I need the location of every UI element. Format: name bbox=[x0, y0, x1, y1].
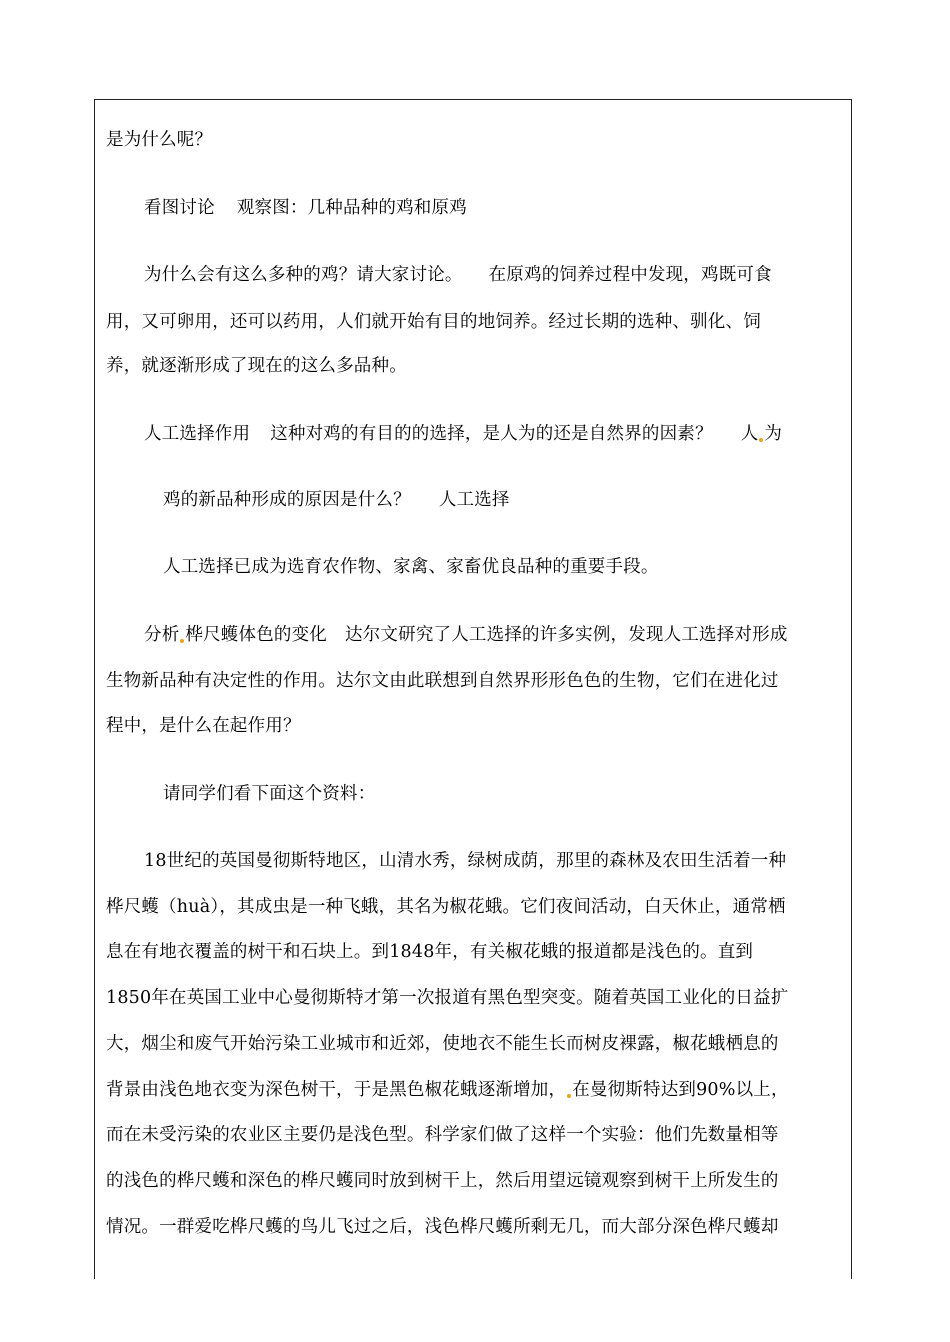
text-run: 程中，是什么在起作用？ bbox=[106, 716, 301, 736]
text-run: 1850年在英国工业中心曼彻斯特才第一次报道有黑色型突变。随着英国工业化的日益扩 bbox=[106, 988, 789, 1008]
anchor-mark bbox=[567, 1094, 571, 1098]
text-run: 生物新品种有决定性的作用。达尔文由此联想到自然界形形色色的生物，它们在进化过 bbox=[106, 671, 779, 691]
text-run: 在曼彻斯特达到90%以上， bbox=[572, 1080, 789, 1100]
text-line bbox=[106, 671, 779, 691]
section-heading: 看图讨论 bbox=[144, 198, 215, 218]
text-line bbox=[106, 312, 761, 332]
text-run: 而在未受污染的农业区主要仍是浅色型。科学家们做了这样一个实验：他们先数量相等 bbox=[106, 1125, 779, 1145]
text-run: 达尔文研究了人工选择的许多实例，发现人工选择对形成 bbox=[345, 625, 788, 645]
text-run: 人工选择 bbox=[438, 490, 510, 510]
text-run: 的浅色的桦尺蠖和深色的桦尺蠖同时放到树干上，然后用望远镜观察到树干上所发生的 bbox=[106, 1171, 779, 1191]
text-run: 请同学们看下面这个资料： bbox=[163, 784, 376, 804]
text-line bbox=[106, 1034, 779, 1054]
text-run: 人工选择已成为选育农作物、家禽、家畜优良品种的重要手段。 bbox=[163, 557, 659, 577]
text-run: 鸡的新品种形成的原因是什么？ bbox=[163, 490, 411, 510]
anchor-mark bbox=[180, 639, 184, 643]
text-line bbox=[106, 1125, 779, 1145]
text-run: 息在有地衣覆盖的树干和石块上。到1848年，有关椒花蛾的报道都是浅色的。直到 bbox=[106, 942, 754, 962]
text-run: 观察图：几种品种的鸡和原鸡 bbox=[236, 198, 467, 218]
text-line bbox=[144, 851, 786, 871]
text-line bbox=[144, 265, 772, 285]
text-line bbox=[106, 1217, 779, 1237]
section-heading: 人工选择作用 bbox=[144, 424, 251, 444]
text-line bbox=[144, 198, 467, 218]
text-run: 人 bbox=[740, 424, 759, 444]
text-line bbox=[163, 784, 375, 804]
text-line bbox=[144, 424, 782, 444]
text-line bbox=[163, 490, 510, 510]
text-line bbox=[106, 130, 212, 150]
text-run: 养，就逐渐形成了现在的这么多品种。 bbox=[106, 356, 407, 376]
text-run: 在原鸡的饲养过程中发现，鸡既可食 bbox=[488, 265, 772, 285]
text-line bbox=[144, 625, 788, 645]
text-run: 是为什么呢？ bbox=[106, 130, 213, 150]
text-run: 用，又可卵用，还可以药用，人们就开始有目的地饲养。经过长期的选种、驯化、饲 bbox=[106, 312, 761, 332]
text-run: 为 bbox=[764, 424, 783, 444]
anchor-mark bbox=[759, 438, 763, 442]
text-line bbox=[106, 1171, 779, 1191]
text-run: 大，烟尘和废气开始污染工业城市和近郊，使地衣不能生长而树皮裸露，椒花蛾栖息的 bbox=[106, 1034, 779, 1054]
section-heading: 桦尺蠖体色的变化 bbox=[185, 625, 328, 645]
text-line bbox=[106, 1080, 789, 1100]
text-run: 情况。一群爱吃桦尺蠖的鸟儿飞过之后，浅色桦尺蠖所剩无几，而大部分深色桦尺蠖却 bbox=[106, 1217, 779, 1237]
text-line bbox=[106, 356, 407, 376]
text-line bbox=[106, 988, 789, 1008]
section-heading: 分析 bbox=[144, 625, 180, 645]
text-line bbox=[106, 716, 301, 736]
text-line bbox=[106, 897, 786, 917]
text-run: 18世纪的英国曼彻斯特地区，山清水秀，绿树成荫，那里的森林及农田生活着一种 bbox=[144, 851, 787, 871]
text-line bbox=[106, 942, 753, 962]
text-run: 为什么会有这么多种的鸡？请大家讨论。 bbox=[144, 265, 463, 285]
text-run: 这种对鸡的有目的的选择，是人为的还是自然界的因素？ bbox=[270, 424, 713, 444]
text-line bbox=[163, 557, 659, 577]
text-run: 背景由浅色地衣变为深色树干，于是黑色椒花蛾逐渐增加， bbox=[106, 1080, 567, 1100]
text-run: 桦尺蠖（huà），其成虫是一种飞蛾，其名为椒花蛾。它们夜间活动，白天休止，通常栖 bbox=[106, 897, 786, 917]
